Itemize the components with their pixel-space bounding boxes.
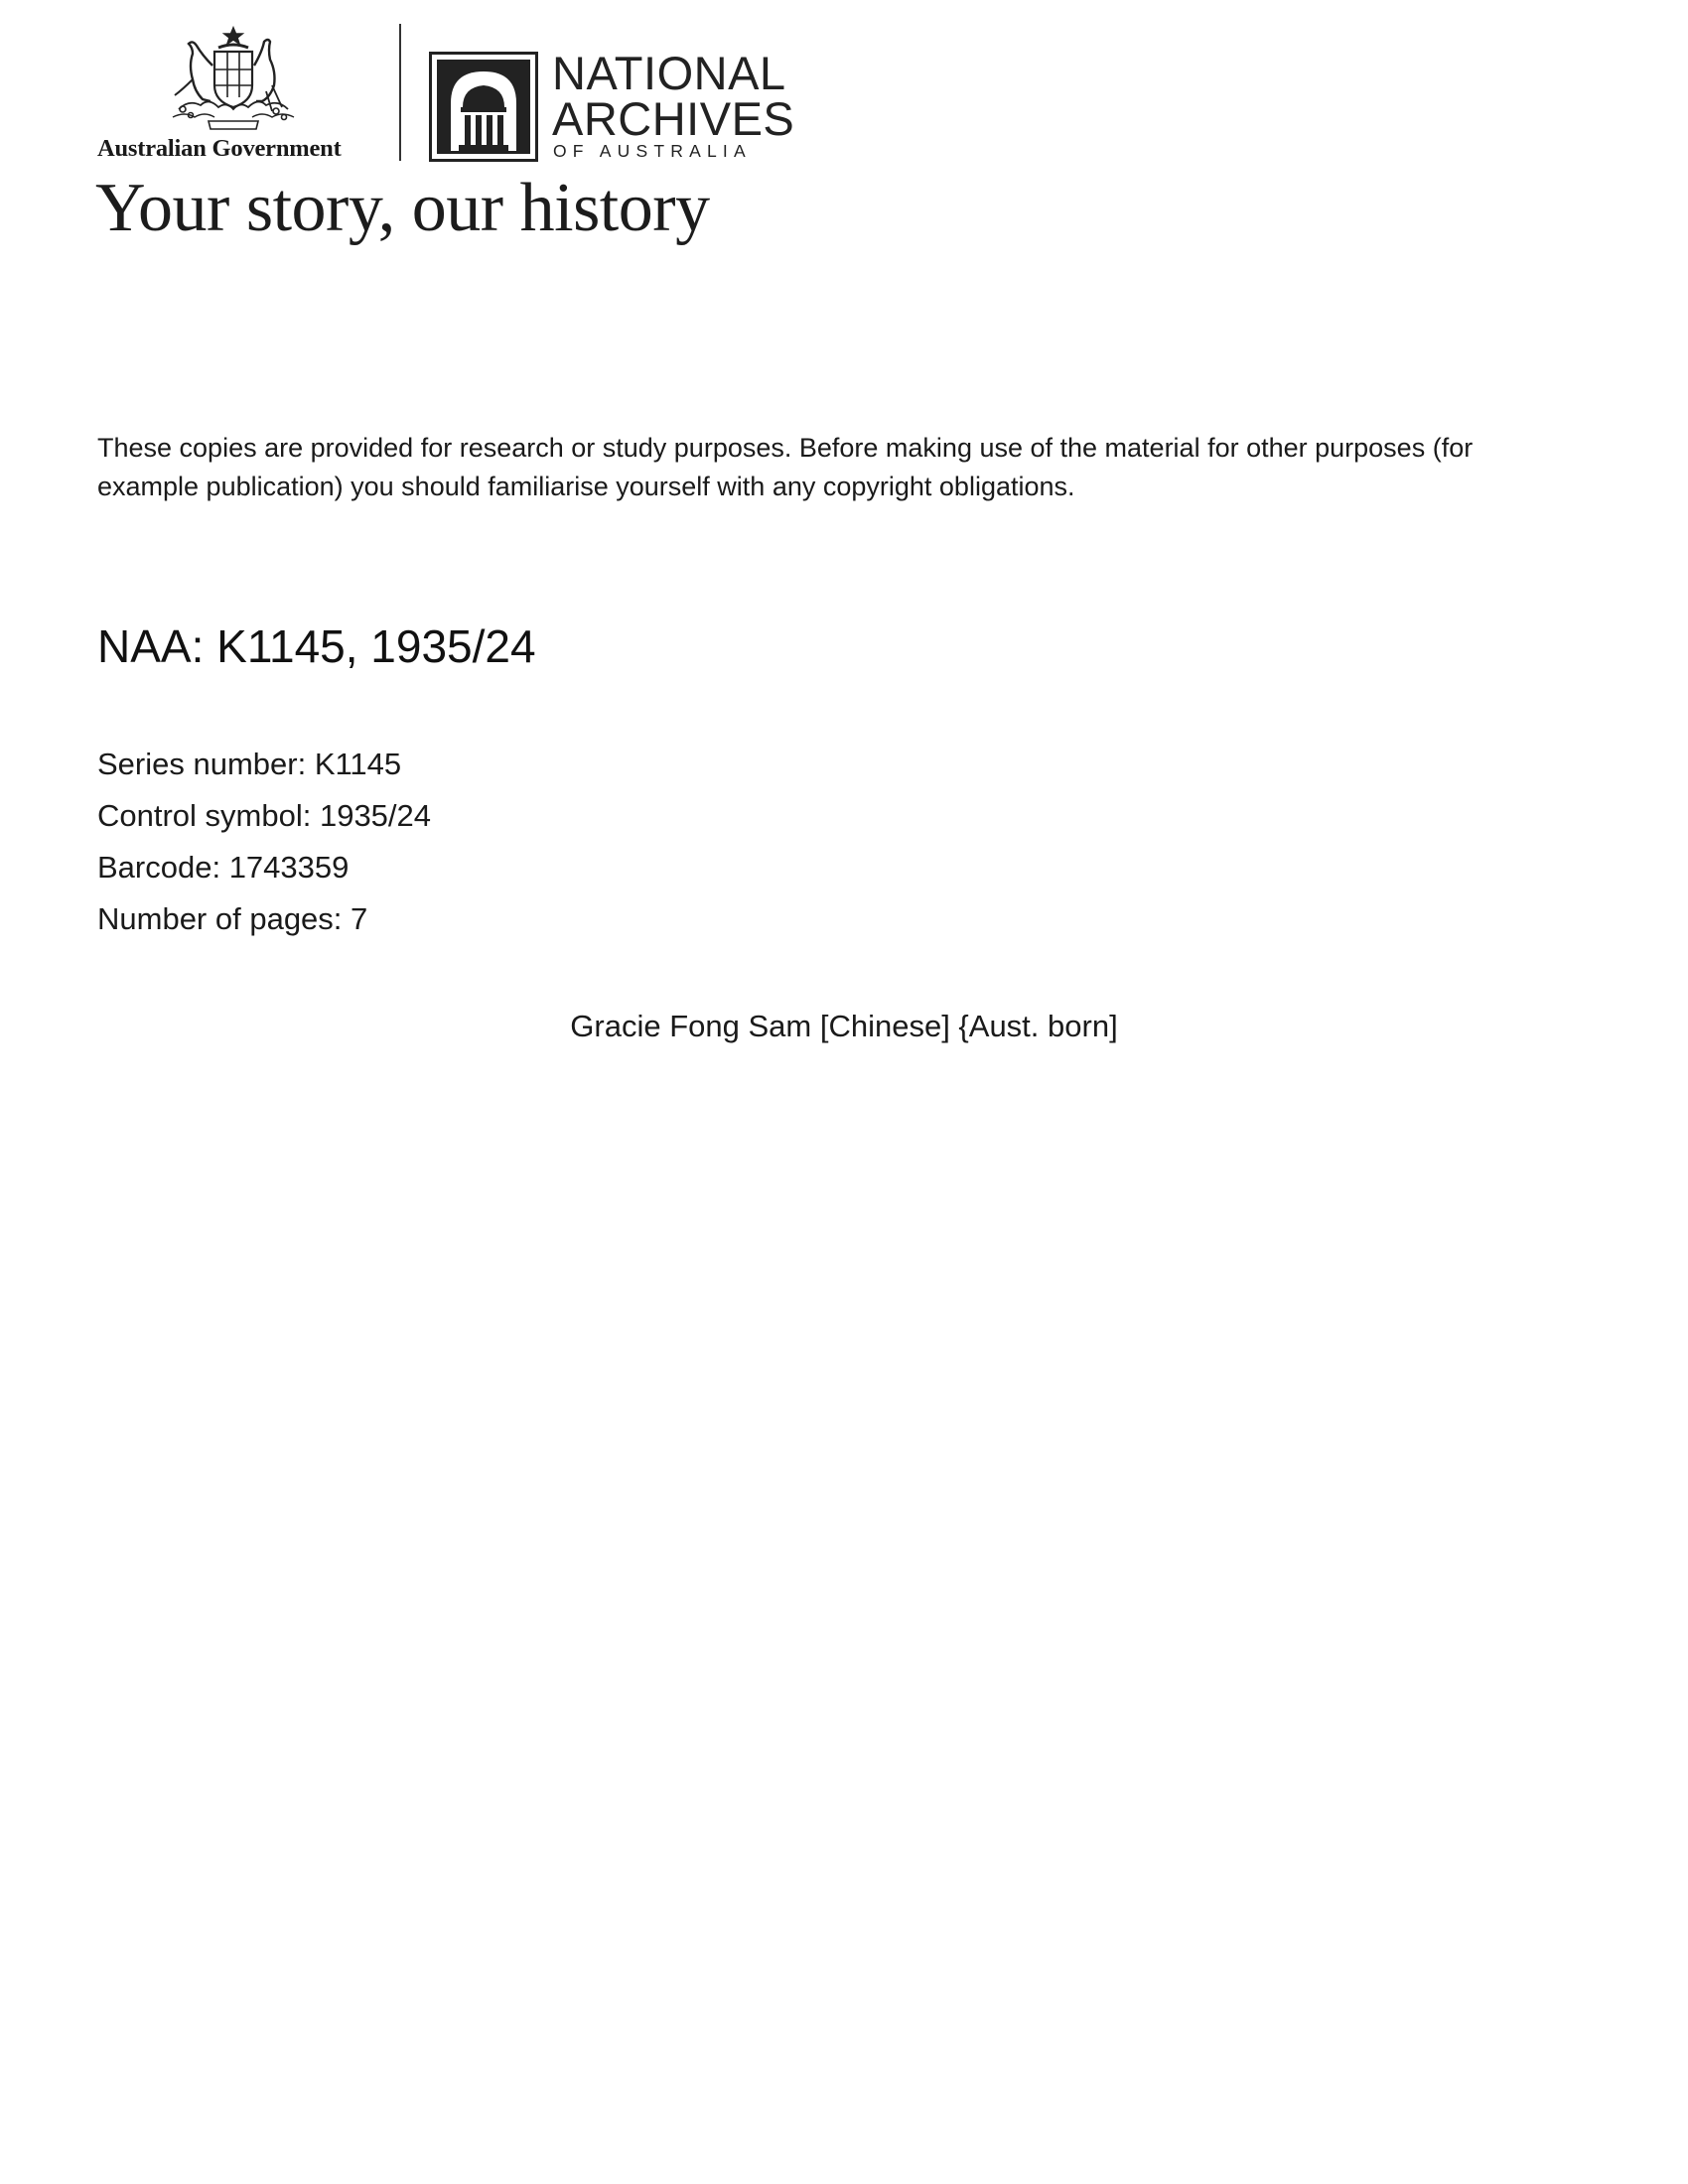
copyright-notice-line1: These copies are provided for research or study purposes. Before making use of the material for other purposes (for xyxy=(97,433,1474,463)
archives-name-line2: ARCHIVES xyxy=(552,92,795,145)
item-reference: NAA: K1145, 1935/24 xyxy=(97,620,536,672)
item-title: Gracie Fong Sam [Chinese] {Aust. born] xyxy=(570,1009,1118,1043)
number-of-pages: Number of pages: 7 xyxy=(97,901,368,936)
logo-divider xyxy=(399,24,401,161)
copyright-notice xyxy=(97,429,1607,506)
archives-name-line1: NATIONAL xyxy=(552,47,786,99)
government-name: Australian Government xyxy=(97,135,342,162)
archives-name-line3: OF AUSTRALIA xyxy=(553,141,752,161)
copyright-notice-line2: example publication) you should familiarise yourself with any copyright obligations. xyxy=(97,472,1075,501)
control-symbol: Control symbol: 1935/24 xyxy=(97,798,432,833)
barcode: Barcode: 1743359 xyxy=(97,850,350,885)
archives-building-icon xyxy=(429,52,538,162)
coat-of-arms-icon xyxy=(159,26,308,135)
tagline: Your story, our history xyxy=(95,170,710,246)
item-metadata-list xyxy=(97,739,431,945)
page-header xyxy=(0,0,1688,258)
series-number: Series number: K1145 xyxy=(97,747,402,781)
